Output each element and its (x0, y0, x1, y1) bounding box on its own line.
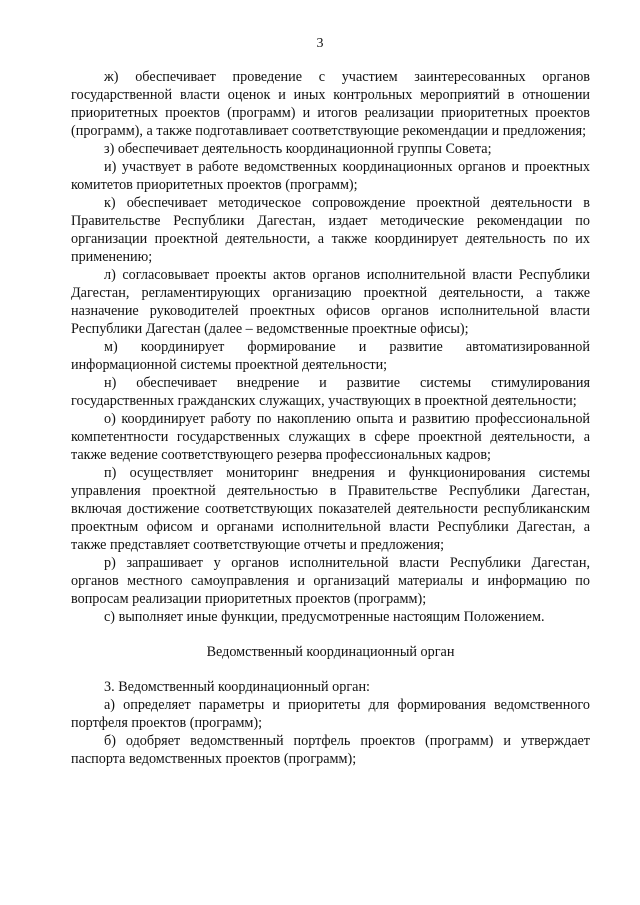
paragraph-p: п) осуществляет мониторинг внедрения и функционирования системы управления проектной деятельностью в Правительстве Республики Дагестан, включая достижение соответствующих показателей деятельности республиканским проектным офисом и органами исполнительной власти Республики Дагестан, а также представляет соответствующие отчеты и предложения; (71, 465, 590, 553)
page-number: 3 (316, 36, 324, 51)
section-paragraph-3: 3. Ведомственный координационный орган: (104, 679, 370, 695)
document-body (71, 68, 590, 768)
paragraph-zh: ж) обеспечивает проведение с участием заинтересованных органов государственной власти оценок и иных контрольных мероприятий в отношении приоритетных проектов (программ) и итогов реализации приоритетных проектов (программ), а также подготавливает соответствующие рекомендации и предложения; (71, 69, 590, 139)
paragraph-o: о) координирует работу по накоплению опыта и развитию профессиональной компетентности государственных служащих в сфере проектной деятельности, а также ведение соответствующего резерва профессиональных кадров; (71, 411, 590, 463)
paragraph-m: м) координирует формирование и развитие автоматизированной информационной системы проектной деятельности; (71, 339, 590, 373)
section-paragraph-b: б) одобряет ведомственный портфель проектов (программ) и утверждает паспорта ведомственных проектов (программ); (71, 733, 590, 767)
paragraph-z: з) обеспечивает деятельность координационной группы Совета; (104, 141, 492, 157)
paragraph-r: р) запрашивает у органов исполнительной власти Республики Дагестан, органов местного самоуправления и организаций материалы и информацию по вопросам реализации приоритетных проектов (программ); (71, 555, 590, 607)
section-heading: Ведомственный координационный орган (206, 644, 455, 660)
paragraph-k: к) обеспечивает методическое сопровождение проектной деятельности в Правительстве Республики Дагестан, издает методические рекомендации по организации проектной деятельности, а также координирует деятельность по их применению; (71, 195, 590, 265)
paragraph-l: л) согласовывает проекты актов органов исполнительной власти Республики Дагестан, регламентирующих организацию проектной деятельности, а также назначение руководителей проектных офисов органов исполнительной власти Республики Дагестан (далее – ведомственные проектные офисы); (71, 267, 590, 337)
paragraph-i: и) участвует в работе ведомственных координационных органов и проектных комитетов приоритетных проектов (программ); (71, 159, 590, 193)
paragraph-n: н) обеспечивает внедрение и развитие системы стимулирования государственных гражданских служащих, участвующих в проектной деятельности; (71, 375, 590, 409)
paragraph-s: с) выполняет иные функции, предусмотренные настоящим Положением. (104, 609, 545, 625)
section-paragraph-a: а) определяет параметры и приоритеты для формирования ведомственного портфеля проектов (программ); (71, 697, 590, 731)
